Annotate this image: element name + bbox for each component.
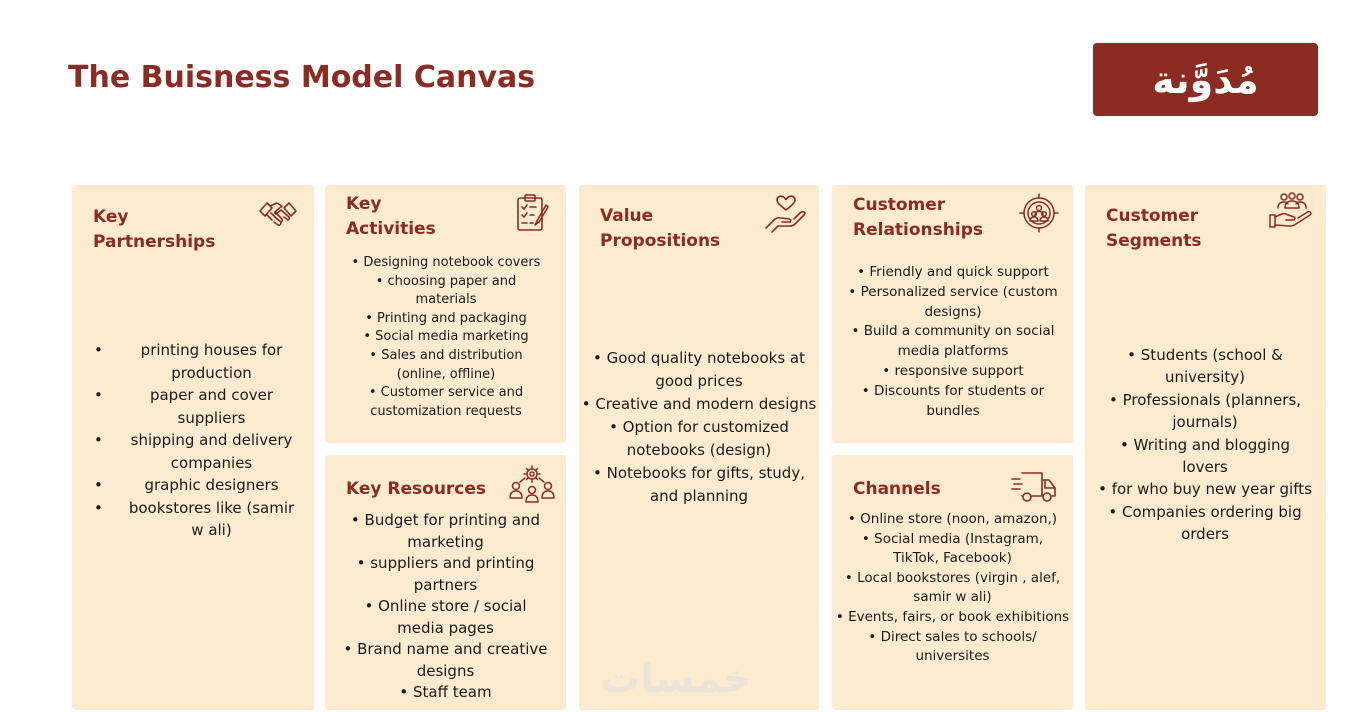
- list-item: • Personalized service (custom designs): [848, 283, 1058, 320]
- hand-group-icon: [1268, 191, 1314, 231]
- channels-card: [832, 455, 1073, 710]
- value-propositions-list: [581, 347, 817, 508]
- channels-list: [834, 510, 1071, 667]
- list-item: • Customer service and customization requests: [368, 385, 524, 419]
- list-item: • suppliers and printing partners: [356, 554, 535, 594]
- brand-logo-text: مُدَوَّنة: [1152, 57, 1259, 102]
- key-resources-title: Key Resources: [346, 479, 487, 499]
- delivery-truck-icon: [1010, 469, 1058, 505]
- key-partnerships-card: [72, 185, 314, 710]
- list-item: • Creative and modern designs: [581, 395, 817, 413]
- list-item: • Good quality notebooks at good prices: [593, 349, 805, 390]
- list-item: • Option for customized notebooks (design): [609, 418, 789, 459]
- key-partnerships-title: Key Partnerships: [93, 207, 216, 252]
- customer-segments-list: [1096, 344, 1314, 546]
- checklist-icon: [515, 193, 549, 233]
- watermark: خمسات: [600, 656, 752, 702]
- value-propositions-card: [579, 185, 819, 710]
- list-item: • Local bookstores (virgin , alef, samir w ali): [844, 569, 1061, 606]
- list-item: • Sales and distribution (online, offline): [369, 347, 523, 382]
- list-item: • Notebooks for gifts, study, and planning: [593, 464, 805, 505]
- list-item: • Social media marketing: [363, 329, 529, 345]
- list-item: • Social media (Instagram, TikTok, Facebook): [861, 530, 1044, 567]
- key-resources-card: [325, 455, 566, 710]
- list-item: • Companies ordering big orders: [1108, 502, 1302, 544]
- list-item: • choosing paper and materials: [375, 273, 517, 308]
- list-item: • for who buy new year gifts: [1098, 480, 1312, 499]
- list-item: • Brand name and creative designs: [343, 640, 548, 680]
- list-item: • Students (school & university): [1127, 346, 1283, 387]
- brand-logo: [1093, 43, 1318, 116]
- list-item: • Printing and packaging: [365, 310, 527, 326]
- key-resources-list: [343, 510, 548, 704]
- list-item: • Events, fairs, or book exhibitions: [835, 608, 1070, 625]
- list-item: • paper and cover suppliers: [94, 384, 299, 429]
- list-item: • Online store / social media pages: [364, 597, 527, 637]
- key-activities-list: [350, 254, 542, 421]
- list-item: • graphic designers: [94, 474, 299, 497]
- customer-segments-title: Customer Segments: [1106, 206, 1202, 251]
- list-item: • Friendly and quick support: [857, 264, 1049, 280]
- key-activities-card: [325, 185, 566, 443]
- target-people-icon: [1019, 193, 1059, 233]
- customer-segments-card: [1085, 185, 1326, 710]
- list-item: • Designing notebook covers: [351, 255, 541, 270]
- team-gear-icon: [507, 464, 557, 504]
- heart-hand-icon: [764, 194, 808, 234]
- page-title: The Buisness Model Canvas: [68, 60, 536, 95]
- customer-relationships-list: [848, 263, 1058, 421]
- list-item: • Budget for printing and marketing: [350, 511, 541, 551]
- list-item: • Online store (noon, amazon,): [847, 511, 1058, 527]
- list-item: • shipping and delivery companies: [94, 429, 299, 474]
- list-item: • Professionals (planners, journals): [1108, 390, 1302, 432]
- list-item: • Writing and blogging lovers: [1119, 435, 1291, 477]
- key-partnerships-list: [94, 339, 299, 542]
- handshake-icon: [258, 197, 298, 233]
- list-item: • Build a community on social media platforms: [851, 323, 1055, 360]
- customer-relationships-card: [832, 185, 1073, 443]
- list-item: • responsive support: [882, 362, 1024, 379]
- list-item: • Staff team: [399, 683, 492, 701]
- list-item: • bookstores like (samir w ali): [94, 497, 299, 542]
- key-activities-title: Key Activities: [346, 194, 436, 239]
- list-item: • printing houses for production: [94, 339, 299, 384]
- list-item: • Direct sales to schools/ universites: [868, 628, 1037, 665]
- customer-relationships-title: Customer Relationships: [853, 195, 983, 240]
- list-item: • Discounts for students or bundles: [861, 382, 1045, 419]
- channels-title: Channels: [853, 479, 941, 499]
- value-propositions-title: Value Propositions: [600, 206, 721, 251]
